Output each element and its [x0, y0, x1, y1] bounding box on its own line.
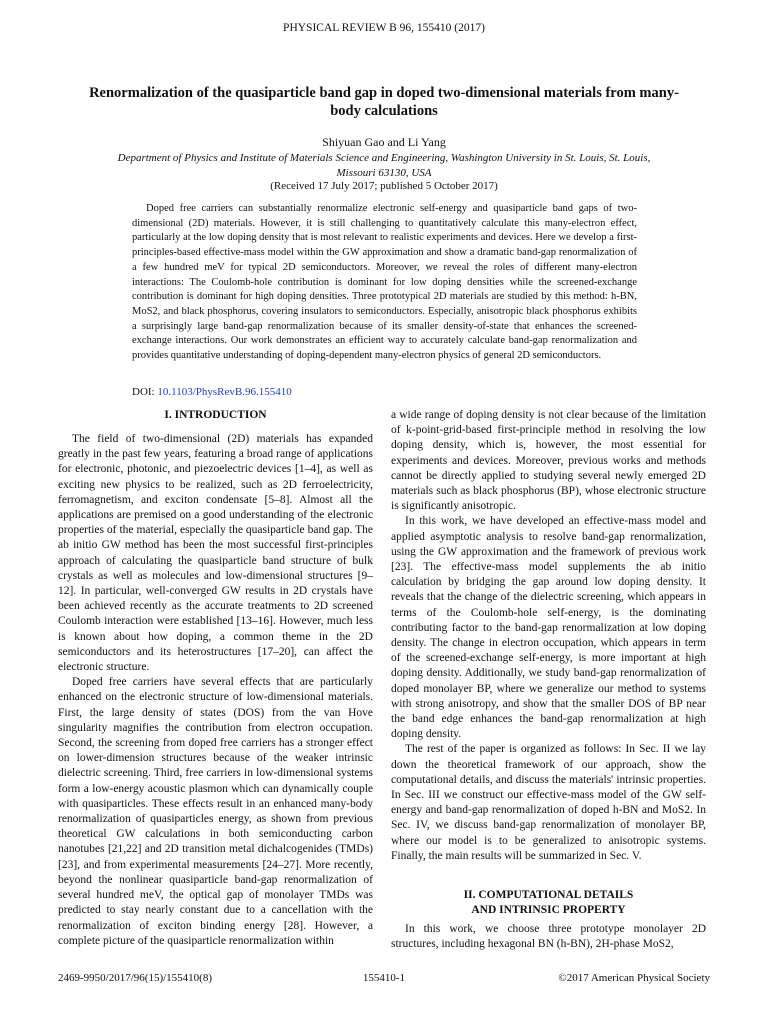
doi-label: DOI: — [132, 386, 155, 398]
section-heading-line-2: AND INTRINSIC PROPERTY — [471, 904, 626, 917]
footer-copyright: ©2017 American Physical Society — [558, 972, 710, 984]
section-heading-computational — [391, 888, 706, 918]
intro-paragraph-5: The rest of the paper is organized as follows: In Sec. II we lay down the theoretical framework of our approach, show the computational details, and discuss the materials' intrinsic properties. In Sec. III we construct our effective-mass model of the GW self-energy and band-gap renormalization of doped h-BN and MoS2. In Sec. IV, we discuss band-gap renormalization of monolayer BP, where our model is to be generalized to anisotropic systems. Finally, the main results will be summarized in Sec. V. — [391, 743, 706, 862]
footer-issn: 2469-9950/2017/96(15)/155410(8) — [58, 972, 212, 984]
abstract — [132, 202, 637, 364]
intro-paragraph-1: The field of two-dimensional (2D) materials has expanded greatly in the past few years, featuring a broad range of applications for electronic, photonic, and piezoelectric devices [1–4], as well as exciting new physics to be realized, such as 2D ferroelectricity, ferromagnetism, and exciton condensate [5–8]. Almost all the applications are premised on a good understanding of the electronic properties of the material, especially the quasiparticle band gap. The ab initio GW method has been the most successful first-principles approach of calculating the quasiparticle band structure of bulk crystals as well as molecules and low-dimensional structures [9–12]. In particular, well-converged GW results in 2D crystals have been achieved recently as the accurate treatments to 2D screened Coulomb interaction were established [13–16]. However, much less is known about how doping, a common theme in the 2D semiconductors and its heterostructures [17–20], can affect the electronic structure. — [58, 433, 373, 674]
computational-paragraph-1: In this work, we choose three prototype monolayer 2D structures, including hexagonal BN (h-BN), 2H-phase MoS2, — [391, 923, 706, 951]
intro-paragraph-4: In this work, we have developed an effective-mass model and applied asymptotic analysis to resolve band-gap renormalization, using the GW approximation and the framework of previous work [23]. The effective-mass model supplements the ab initio calculation by bridging the gap around low doping density. It reveals that the change of the dielectric screening, which appears in terms of the Coulomb-hole self-energy, is the dominating contributing factor to the band-gap renormalization at low doping density. The change in electron occupation, which appears in term of the screened-exchange self-energy, is more important at high doping density. Additionally, we study band-gap renormalization of doped monolayer BP, where we generalize our method to systems with strong anisotropy, and show that the smaller DOS of BP near the band edge enhances the band-gap renormalization at high doping density. — [391, 515, 706, 741]
intro-paragraph-3: a wide range of doping density is not clear because of the limitation of k-point-grid-based first-principle method in resolving the low doping density, which is, however, the most essential for experiments and devices. Moreover, previous works and methods cannot be directly applied to studying several newly emerged 2D materials such as black phosphorus (BP), whose electronic structure is significantly anisotropic. — [391, 409, 706, 513]
abstract-text: Doped free carriers can substantially renormalize electronic self-energy and quasiparticle band gaps of two-dimensional (2D) materials. However, it is still challenging to quantitatively calculate this many-electron effect, particularly at the low doping density that is most relevant to realistic experiments and devices. Here we develop a first-principles-based effective-mass model within the GW approximation and show a dramatic band-gap renormalization of a few hundred meV for typical 2D semiconductors. Moreover, we reveal the roles of different many-electron interactions: The Coulomb-hole contribution is dominant for low doping densities while the screened-exchange contribution is dominant for high doping densities. Three prototypical 2D materials are studied by this method: h-BN, MoS2, and black phosphorus, covering insulators to semiconductors. Especially, anisotropic black phosphorus exhibits a surprisingly large band-gap renormalization because of its smaller density-of-state that enhances the screened-exchange interactions. Our work demonstrates an efficient way to accurately calculate band-gap renormalization and provides quantitative understanding of doping-dependent many-electron physics of general 2D semiconductors. — [132, 203, 637, 362]
section-heading-line-1: II. COMPUTATIONAL DETAILS — [463, 889, 634, 902]
doi-line — [132, 386, 292, 398]
journal-header: PHYSICAL REVIEW B 96, 155410 (2017) — [283, 22, 485, 34]
left-column — [58, 408, 373, 949]
doi-link[interactable]: 10.1103/PhysRevB.96.155410 — [157, 386, 292, 398]
section-heading-introduction: I. INTRODUCTION — [164, 409, 267, 421]
received-date: (Received 17 July 2017; published 5 October 2017) — [270, 180, 498, 192]
author-list: Shiyuan Gao and Li Yang — [322, 135, 446, 149]
affiliation: Department of Physics and Institute of Materials Science and Engineering, Washington University in St. Louis, St. Louis, Missouri 63130, USA — [117, 152, 651, 179]
footer-page-number: 155410-1 — [362, 972, 406, 984]
right-column — [391, 408, 706, 953]
paper-title: Renormalization of the quasiparticle band gap in doped two-dimensional materials from many-body calculations — [89, 85, 679, 119]
intro-paragraph-2: Doped free carriers have several effects that are particularly enhanced on the electronic structure of low-dimensional materials. First, the large density of states (DOS) from the van Hove singularity magnifies the contribution from electron occupation. Second, the screening from doped free carriers has a stronger effect on lower-dimension structures because of the weaker intrinsic dielectric screening. Third, free carriers in low-dimensional systems form a low-energy acoustic plasmon which can dynamically couple with quasiparticles. These effects result in an enhanced many-body renormalization of quasiparticles energy, as shown from previous theoretical GW calculations in both semiconducting carbon nanotubes [21,22] and 2D transition metal dichalcogenides (TMDs) [23], and from experimental measurements [24–27]. More recently, beyond the nonlinear quasiparticle band-gap renormalization of several hundred meV, the optical gap of monolayer TMDs was predicted to stay nearly constant due to a cancellation with the renormalization of exciton binding energy [28]. However, a complete picture of the quasiparticle renormalization within — [58, 676, 373, 947]
